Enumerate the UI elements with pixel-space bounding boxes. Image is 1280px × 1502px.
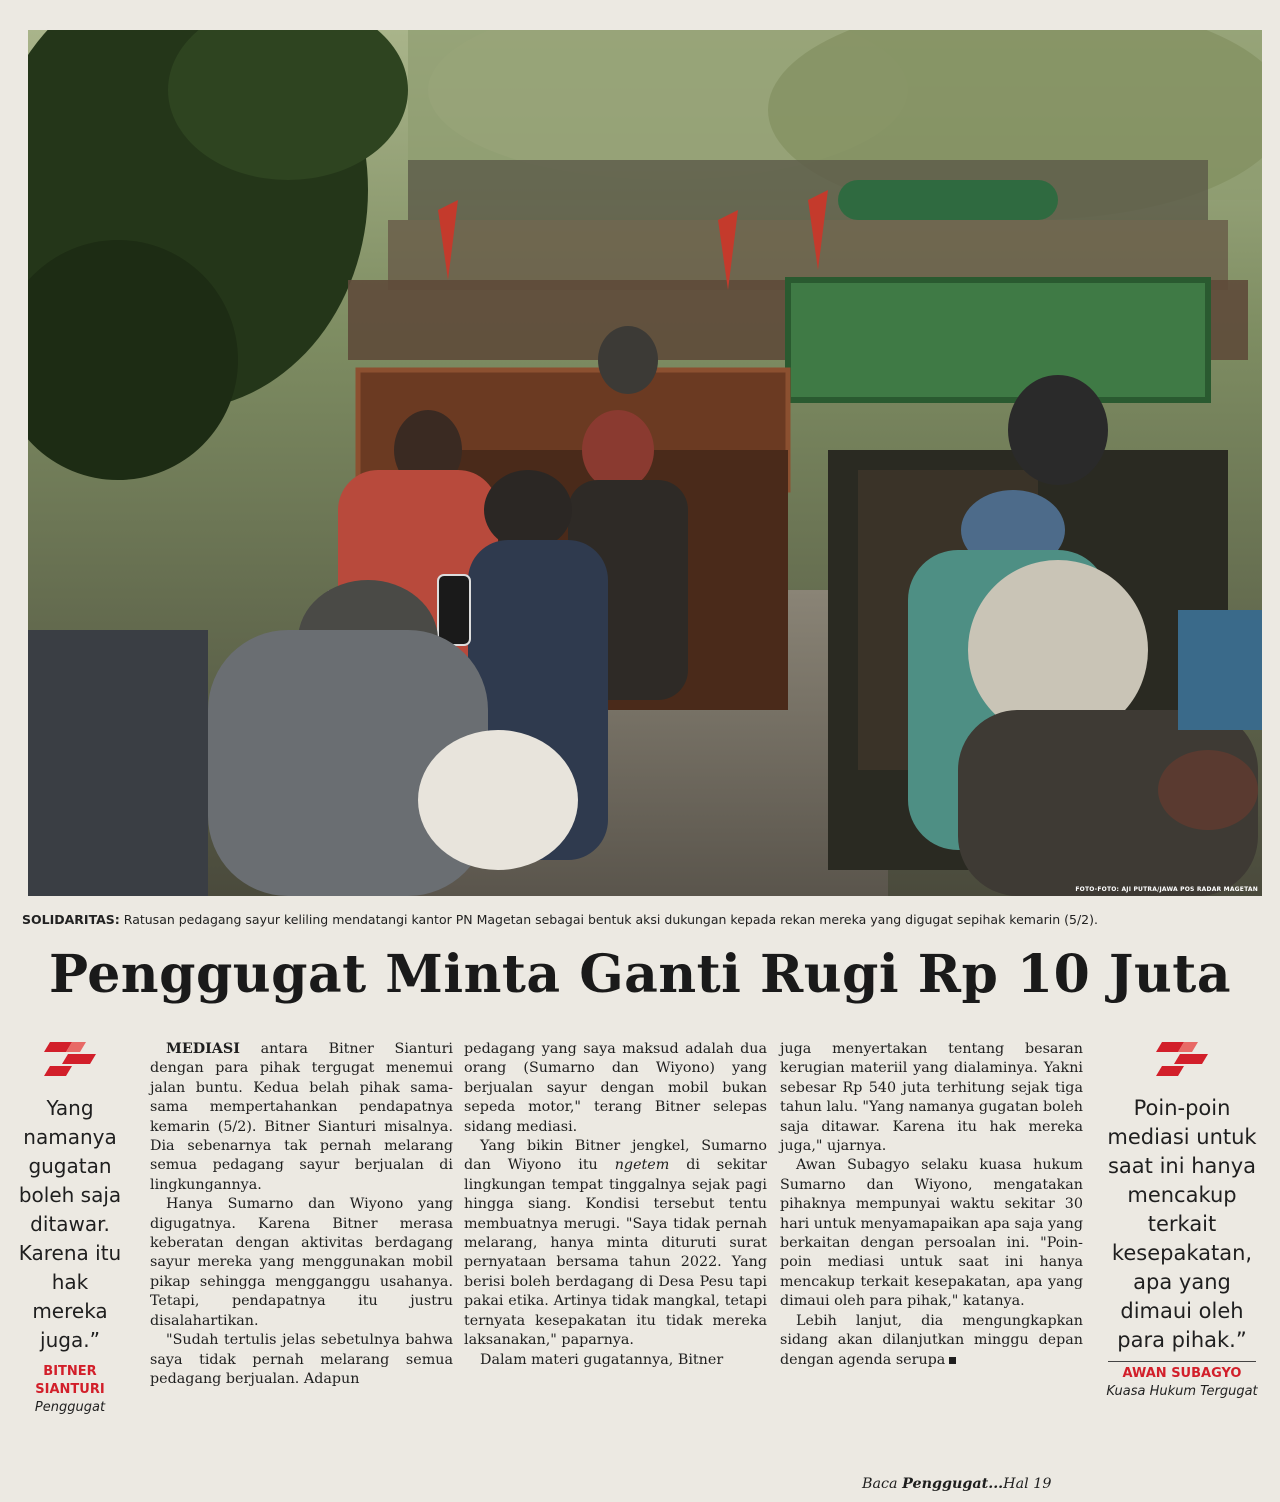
continued-title: Penggugat... [902, 1476, 1004, 1492]
paragraph-5a: Dalam materi gugatannya, Bitner [480, 1351, 724, 1368]
headline: Penggugat Minta Ganti Rugi Rp 10 Juta [48, 944, 1232, 1005]
paragraph-1 [150, 1040, 453, 1195]
caption-label: SOLIDARITAS: [22, 912, 120, 927]
pull-quote-left [14, 1040, 126, 1417]
paragraph-4-pre: Yang bikin Bitner jengkel, Sumarno dan Wiyono itu [464, 1138, 767, 1174]
quote-right-text: Poin-poin mediasi untuk saat ini hanya mencakup terkait kesepakatan, apa yang dimaui oleh para pihak.” [1107, 1096, 1257, 1352]
lead-word: MEDIASI [166, 1041, 240, 1057]
caption-text: Ratusan pedagang sayur keliling mendatangi kantor PN Magetan sebagai bentuk aksi dukungan kepada rekan mereka yang digugat sepihak kemarin (5/2). [119, 912, 1098, 927]
article-column-2 [464, 1040, 767, 1370]
paragraph-1-text: antara Bitner Sianturi dengan para pihak tergugat menemui jalan buntu. Kedua belah pihak sama-sama mempertahankan pendapatnya kemarin (5/2). Bitner Sianturi misalnya. Dia sebenarnya tak pernah melarang semua pedagang sayur berjualan di lingkungannya. [150, 1041, 453, 1193]
continued-prefix: Baca [862, 1476, 903, 1492]
paragraph-2: Hanya Sumarno dan Wiyono yang digugatnya. Karena Bitner merasa keberatan dengan aktivitas berdagang sayur mereka yang menggunakan mobil pikap sehingga mengganggu usahanya. Tetapi, pendapatnya itu justru disalahartikan. [150, 1196, 453, 1329]
quote-right-name: AWAN SUBAGYO [1108, 1361, 1256, 1383]
paragraph-7-text: Lebih lanjut, dia mengungkapkan sidang akan dilanjutkan minggu depan dengan agenda serupa [780, 1312, 1083, 1368]
continued-page: Hal 19 [1003, 1476, 1052, 1492]
quote-left-name: BITNER SIANTURI [35, 1364, 105, 1397]
paragraph-4-post: di sekitar lingkungan tempat tinggalnya sejak pagi hingga siang. Kondisi tersebut tentu membuatnya merugi. "Saya tidak pernah melarang, hanya minta dituruti surat pernyataan bersama tahun 2022. Yang berisi boleh berdagang di Desa Pesu tapi pakai etika. Artinya tidak mangkal, tetapi ternyata kesepakatan itu tidak mereka laksanakan," paparnya. [464, 1157, 768, 1349]
paragraph-6: Awan Subagyo selaku kuasa hukum Sumarno dan Wiyono, mengatakan pihaknya mempunyai waktu sekitar 30 hari untuk menyamapaikan apa saja yang berkaitan dengan persoalan ini. "Poin-poin mediasi untuk saat ini hanya mencakup terkait kesepakatan, apa yang dimaui oleh para pihak," katanya. [780, 1157, 1083, 1310]
end-mark-icon [949, 1357, 956, 1364]
quote-left-role: Penggugat [34, 1400, 106, 1415]
paragraph-3b: pedagang yang saya maksud adalah dua orang (Sumarno dan Wiyono) yang berjualan sayur dengan mobil bukan sepeda motor," terang Bitner selepas sidang mediasi. [464, 1041, 767, 1135]
article-column-1 [150, 1040, 453, 1389]
paragraph-3a: "Sudah tertulis jelas sebetulnya bahwa saya tidak pernah melarang semua pedagang berjualan. Adapun [150, 1332, 453, 1387]
paragraph-4 [464, 1137, 767, 1350]
pull-quote-right [1098, 1040, 1266, 1401]
brand-logo-icon [1154, 1040, 1210, 1080]
continued-link[interactable] [862, 1476, 1051, 1492]
quote-left-text: Yang namanya gugatan boleh saja ditawar. Karena itu hak mereka juga.” [18, 1096, 122, 1352]
paragraph-7 [780, 1312, 1083, 1370]
news-photo [28, 30, 1262, 896]
photo-caption [22, 912, 1262, 927]
quote-right-role: Kuasa Hukum Tergugat [1106, 1384, 1258, 1399]
brand-logo-icon [42, 1040, 98, 1080]
paragraph-4-em: ngetem [614, 1157, 670, 1174]
photo-credit: FOTO-FOTO: AJI PUTRA/JAWA POS RADAR MAGETAN [1075, 886, 1258, 893]
paragraph-5b: juga menyertakan tentang besaran kerugian materiil yang dialaminya. Yakni sebesar Rp 540 juta terhitung sejak tiga tahun lalu. "Yang namanya gugatan boleh saja ditawar. Karena itu hak mereka juga," ujarnya. [780, 1041, 1083, 1155]
crowd-photo-illustration [28, 30, 1262, 896]
article-column-3 [780, 1040, 1083, 1370]
